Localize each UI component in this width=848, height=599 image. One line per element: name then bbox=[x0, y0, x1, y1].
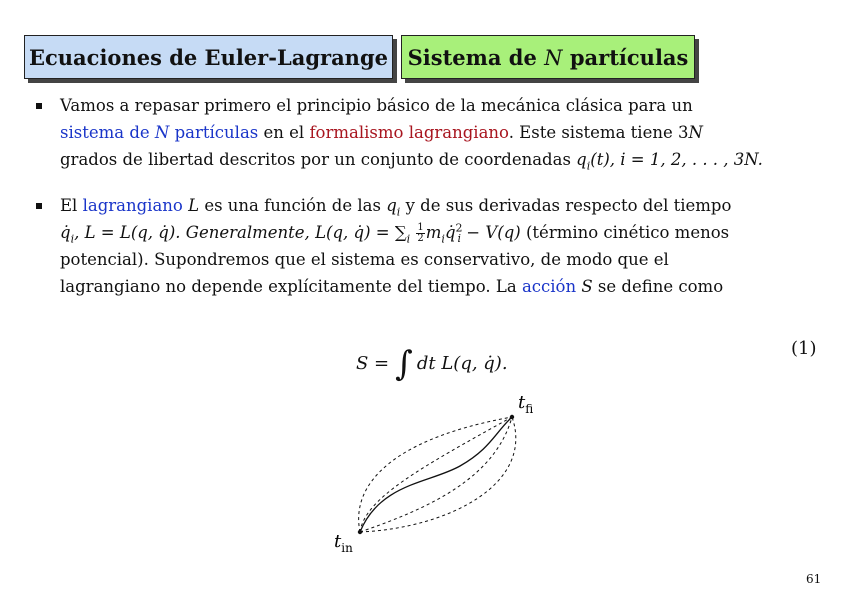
bullet2-line-4 bbox=[60, 273, 835, 300]
link-text-b: partículas bbox=[174, 123, 259, 142]
text-define: se define como bbox=[597, 277, 724, 296]
link-sistema-particulas[interactable] bbox=[60, 123, 258, 142]
math-sub-i: i bbox=[70, 232, 75, 246]
t-sub-fi: fi bbox=[525, 402, 534, 416]
text-lagrangiano-no: lagrangiano no depende explícitamente del tiempo. La bbox=[60, 277, 517, 296]
link-accion[interactable]: acción bbox=[521, 277, 577, 296]
math-sub-i: i bbox=[457, 232, 462, 246]
math-sub-i: i bbox=[396, 205, 401, 219]
subsection-title-box bbox=[401, 35, 695, 79]
fraction-numerator: 1 bbox=[417, 222, 424, 233]
final-point bbox=[510, 415, 514, 419]
equation-body: dt L(q, q̇). bbox=[416, 353, 508, 374]
link-var: N bbox=[154, 123, 170, 142]
dashed-path-inner-right bbox=[360, 417, 512, 532]
math-sub-i: i bbox=[441, 232, 445, 246]
bullet2-line-3: potencial). Supondremos que el sistema es conservativo, de modo que el bbox=[60, 250, 669, 269]
equation bbox=[356, 338, 508, 384]
math-l-def: , L = L(q, q̇). Generalmente, bbox=[74, 223, 310, 242]
math-qi bbox=[576, 150, 763, 173]
fraction-denominator: 2 bbox=[417, 233, 424, 244]
math-qdot: q̇ bbox=[444, 223, 456, 242]
math-m: m bbox=[425, 223, 442, 242]
math-s: S bbox=[581, 277, 593, 296]
bullet-marker bbox=[36, 103, 42, 109]
math-qdot-i bbox=[60, 223, 75, 246]
subsection-title-b: partículas bbox=[569, 45, 689, 70]
text-sistema-tiene: . Este sistema tiene 3 bbox=[508, 123, 689, 142]
math-q: q bbox=[576, 150, 587, 169]
bullet-text bbox=[60, 92, 835, 173]
t-symbol: t bbox=[518, 392, 526, 413]
section-title: Ecuaciones de Euler-Lagrange bbox=[29, 45, 388, 70]
text-el: El bbox=[60, 196, 78, 215]
math-sub-i: i bbox=[586, 159, 591, 173]
math-sup-2: 2 bbox=[455, 221, 463, 235]
section-title-box bbox=[24, 35, 393, 79]
bullet1-line-2 bbox=[60, 119, 835, 146]
dashed-path-inner-left bbox=[360, 417, 512, 532]
math-n: N bbox=[688, 123, 703, 142]
t-sub-in: in bbox=[341, 541, 353, 555]
text-grados: grados de libertad descritos por un conjunto de coordenadas bbox=[60, 150, 571, 169]
math-sum-sub: i bbox=[406, 232, 411, 246]
math-q: q bbox=[386, 196, 397, 215]
text-funcion: es una función de las bbox=[204, 196, 381, 215]
equation-block bbox=[0, 326, 848, 384]
math-potential: − V(q) bbox=[466, 223, 521, 242]
bullet2-line-1 bbox=[60, 192, 835, 219]
text-derivadas: y de sus derivadas respecto del tiempo bbox=[405, 196, 732, 215]
equation-lhs: S = bbox=[356, 353, 390, 374]
subsection-title-a: Sistema de bbox=[407, 45, 537, 70]
math-range: (t), i = 1, 2, . . . , 3N. bbox=[590, 150, 763, 169]
math-l-sum: L(q, q̇) = ∑ bbox=[315, 223, 407, 242]
bullet1-line-1: Vamos a repasar primero el principio básico de la mecánica clásica para un bbox=[60, 96, 693, 115]
math-fraction bbox=[416, 223, 424, 244]
t-symbol: t bbox=[334, 531, 342, 552]
link-lagrangiano[interactable]: lagrangiano bbox=[82, 196, 183, 215]
bullet2-line-2 bbox=[60, 219, 835, 246]
dashed-path-outer-left bbox=[359, 417, 512, 532]
math-qi bbox=[386, 196, 401, 219]
path-diagram bbox=[320, 388, 550, 560]
bullet-marker bbox=[36, 203, 42, 209]
bullet-text bbox=[60, 192, 835, 300]
initial-point bbox=[358, 530, 362, 534]
dashed-path-outer-right bbox=[360, 417, 516, 532]
text-termino: (término cinético menos bbox=[525, 223, 730, 242]
equation-number: (1) bbox=[791, 338, 817, 359]
subsection-title-var: N bbox=[544, 46, 563, 70]
integral-sign: ∫ bbox=[395, 344, 413, 384]
label-t-final bbox=[518, 392, 533, 416]
math-qdot: q̇ bbox=[60, 223, 71, 242]
page-number: 61 bbox=[806, 572, 822, 586]
link-formalismo-lagrangiano[interactable]: formalismo lagrangiano bbox=[309, 123, 509, 142]
math-l: L bbox=[188, 196, 200, 215]
classical-path bbox=[360, 417, 512, 532]
link-text-a: sistema de bbox=[60, 123, 150, 142]
text-en-el: en el bbox=[263, 123, 305, 142]
bullet1-line-3 bbox=[60, 146, 835, 173]
label-t-initial bbox=[334, 531, 353, 555]
